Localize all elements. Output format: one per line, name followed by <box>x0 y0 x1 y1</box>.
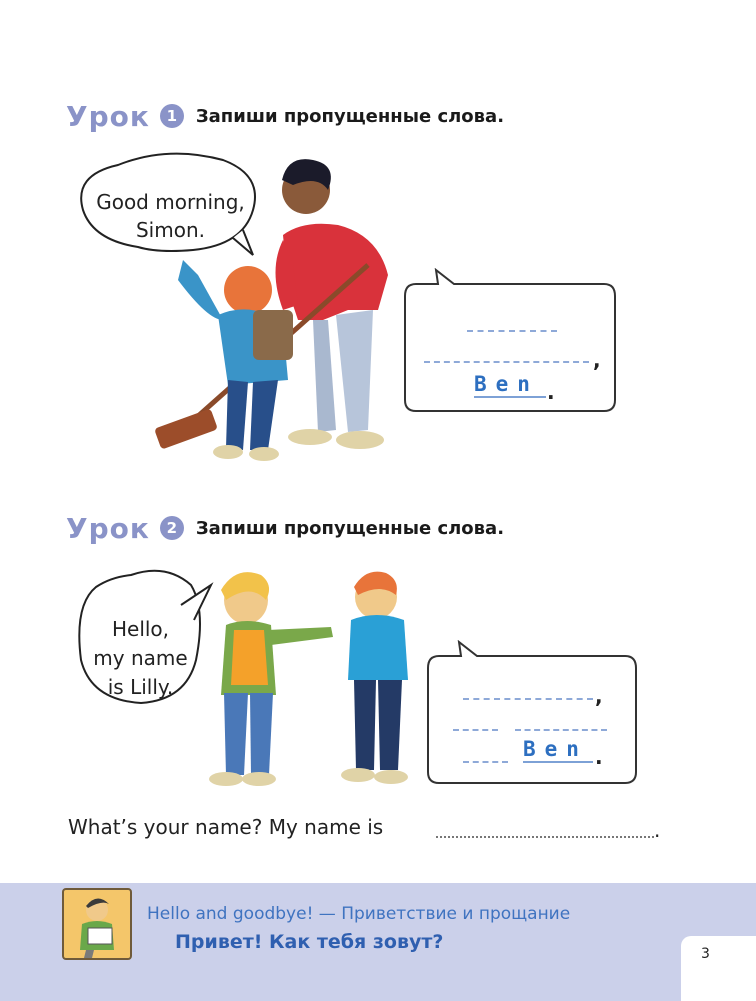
lesson-1-word: Урок <box>66 99 150 133</box>
lesson-2-answer-box <box>425 640 639 786</box>
lesson-2-blank-1[interactable] <box>463 698 593 700</box>
page-number-tab <box>681 936 756 1001</box>
lesson-2-period: . <box>595 745 603 769</box>
boy-reading-art <box>64 890 130 958</box>
lesson-1-period: . <box>547 380 555 404</box>
lesson-2-blank-4[interactable] <box>463 761 508 763</box>
lesson-2-number-badge: 2 <box>160 516 184 540</box>
lesson-1-bubble-line2: Simon. <box>135 218 205 242</box>
lesson-1-task: Запиши пропущенные слова. <box>195 105 505 127</box>
lesson-1-number-badge: 1 <box>160 104 184 128</box>
lesson-2-word: Урок <box>66 511 150 545</box>
personal-answer-field[interactable] <box>436 836 654 838</box>
lesson-2-comma: , <box>595 684 603 708</box>
boy-reading-icon <box>62 888 132 960</box>
lesson-2-name-underline <box>523 761 593 763</box>
lesson-2-answer-name: Ben <box>523 737 588 761</box>
lesson-2-bubble-line1: Hello, <box>111 617 170 641</box>
lesson-1-heading <box>66 99 504 133</box>
lesson-1-comma: , <box>593 348 601 372</box>
personal-question: What’s your name? My name is <box>68 815 384 839</box>
lesson-2-illustration <box>76 565 416 795</box>
lesson-2-bubble-text <box>78 615 203 702</box>
personal-answer-period: . <box>654 818 661 842</box>
page-number: 3 <box>701 946 710 962</box>
lesson-1-answer-name: Ben <box>474 372 539 396</box>
lesson-2-blank-3[interactable] <box>515 729 607 731</box>
lesson-1-blank-2[interactable] <box>424 361 589 363</box>
lesson-1-illustration <box>78 150 408 480</box>
footer-subtitle: Привет! Как тебя зовут? <box>175 931 444 953</box>
lesson-1-answer-box <box>402 268 618 414</box>
lesson-2-answer-frame <box>425 640 639 786</box>
lesson-1-bubble-text <box>88 188 253 244</box>
lesson-1-bubble-line1: Good morning, <box>96 190 245 214</box>
lesson-2-bubble-line3: is Lilly. <box>107 675 174 699</box>
lesson-2-bubble-line2: my name <box>93 646 188 670</box>
lesson-2-task: Запиши пропущенные слова. <box>195 517 505 539</box>
lesson-1-blank-1[interactable] <box>467 330 557 332</box>
lesson-2-heading <box>66 511 504 545</box>
lesson-2-blank-2[interactable] <box>453 729 498 731</box>
lesson-1-name-underline <box>474 396 546 398</box>
footer-topic: Hello and goodbye! — Приветствие и прощание <box>147 904 571 924</box>
